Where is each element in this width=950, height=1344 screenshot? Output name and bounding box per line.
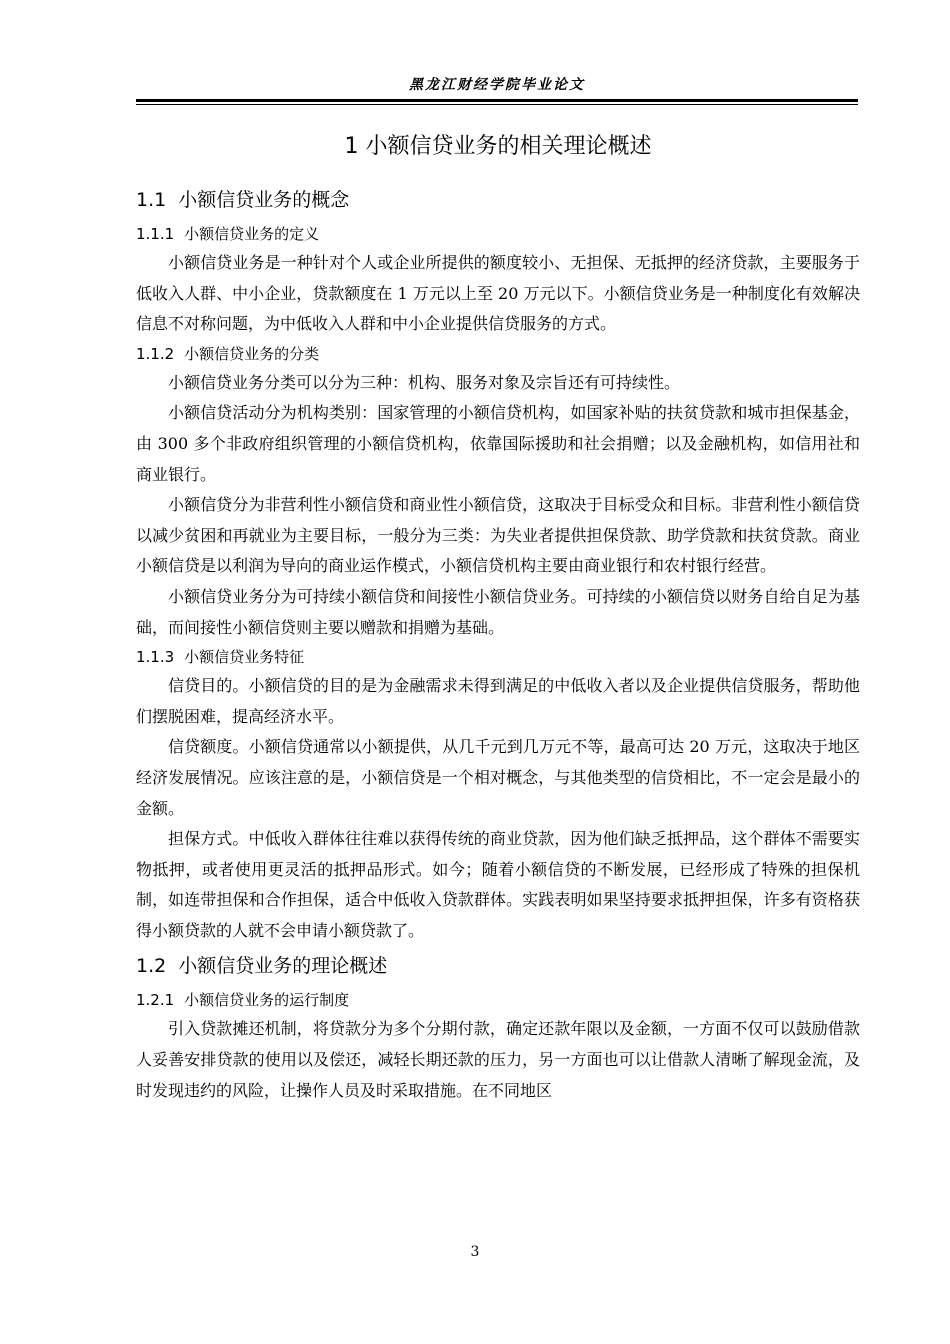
paragraph: 小额信贷活动分为机构类别：国家管理的小额信贷机构，如国家补贴的扶贫贷款和城市担保基金，由 300 多个非政府组织管理的小额信贷机构，依靠国际援助和社会捐赠；以及金融机构，如信用社和商业银行。 — [136, 403, 860, 484]
subsection-heading-1-1-1 — [136, 220, 860, 248]
paragraph: 小额信贷分为非营利性小额信贷和商业性小额信贷，这取决于目标受众和目标。非营利性小额信贷以减少贫困和再就业为主要目标，一般分为三类：为失业者提供担保贷款、助学贷款和扶贫贷款。商业小额信贷是以利润为导向的商业运作模式，小额信贷机构主要由商业银行和农村银行经营。 — [136, 495, 860, 576]
section-title: 小额信贷业务的理论概述 — [178, 955, 388, 978]
section-number: 1.2 — [136, 955, 167, 978]
subsection-title: 小额信贷业务的定义 — [184, 225, 320, 243]
running-header: 黑龙江财经学院毕业论文 — [409, 77, 585, 93]
section-title: 小额信贷业务的概念 — [178, 189, 350, 211]
paragraph: 信贷额度。小额信贷通常以小额提供，从几千元到几万元不等，最高可达 20 万元，这取决于地区经济发展情况。应该注意的是，小额信贷是一个相对概念，与其他类型的信贷相比，不一定会是最小的金额。 — [136, 737, 860, 818]
subsection-number: 1.1.3 — [136, 648, 175, 667]
body-content — [136, 120, 860, 1106]
subsection-heading-1-2-1 — [136, 986, 860, 1014]
paragraph: 小额信贷业务是一种针对个人或企业所提供的额度较小、无担保、无抵押的经济贷款，主要服务于低收入人群、中小企业，贷款额度在 1 万元以上至 20 万元以下。小额信贷业务是一种制度化有效解决信息不对称问题，为中低收入人群和中小企业提供信贷服务的方式。 — [136, 253, 860, 334]
subsection-title: 小额信贷业务的运行制度 — [184, 991, 350, 1010]
subsection-number: 1.2.1 — [136, 991, 175, 1010]
header-rule-thick — [136, 99, 858, 102]
subsection-number: 1.1.2 — [136, 344, 175, 363]
paragraph: 小额信贷业务分类可以分为三种：机构、服务对象及宗旨还有可持续性。 — [168, 372, 681, 392]
section-heading-1-1 — [136, 180, 860, 220]
subsection-title: 小额信贷业务特征 — [184, 648, 305, 667]
paragraph: 小额信贷业务分为可持续小额信贷和间接性小额信贷业务。可持续的小额信贷以财务自给自足为基础，而间接性小额信贷则主要以赠款和捐赠为基础。 — [136, 586, 860, 637]
subsection-title: 小额信贷业务的分类 — [184, 344, 320, 363]
paragraph: 担保方式。中低收入群体往往难以获得传统的商业贷款，因为他们缺乏抵押品，这个群体不需要实物抵押，或者使用更灵活的抵押品形式。如今；随着小额信贷的不断发展，已经形成了特殊的担保机制，如连带担保和合作担保，适合中低收入贷款群体。实践表明如果坚持要求抵押担保，许多有资格获得小额贷款的人就不会申请小额贷款了。 — [136, 829, 860, 940]
subsection-number: 1.1.1 — [136, 225, 175, 243]
subsection-heading-1-1-3 — [136, 643, 860, 671]
paragraph: 信贷目的。小额信贷的目的是为金融需求未得到满足的中低收入者以及企业提供信贷服务，帮助他们摆脱困难，提高经济水平。 — [136, 676, 860, 726]
page-number: 3 — [470, 1244, 480, 1260]
subsection-heading-1-1-2 — [136, 340, 860, 368]
section-number: 1.1 — [136, 189, 167, 211]
header-rule-thin — [136, 104, 858, 105]
section-heading-1-2 — [136, 946, 860, 986]
chapter-title: 1 小额信贷业务的相关理论概述 — [344, 134, 652, 159]
paragraph: 引入贷款摊还机制，将贷款分为多个分期付款，确定还款年限以及金额，一方面不仅可以鼓励借款人妥善安排贷款的使用以及偿还，减轻长期还款的压力，另一方面也可以让借款人清晰了解现金流，及时发现违约的风险，让操作人员及时采取措施。在不同地区 — [136, 1019, 860, 1100]
